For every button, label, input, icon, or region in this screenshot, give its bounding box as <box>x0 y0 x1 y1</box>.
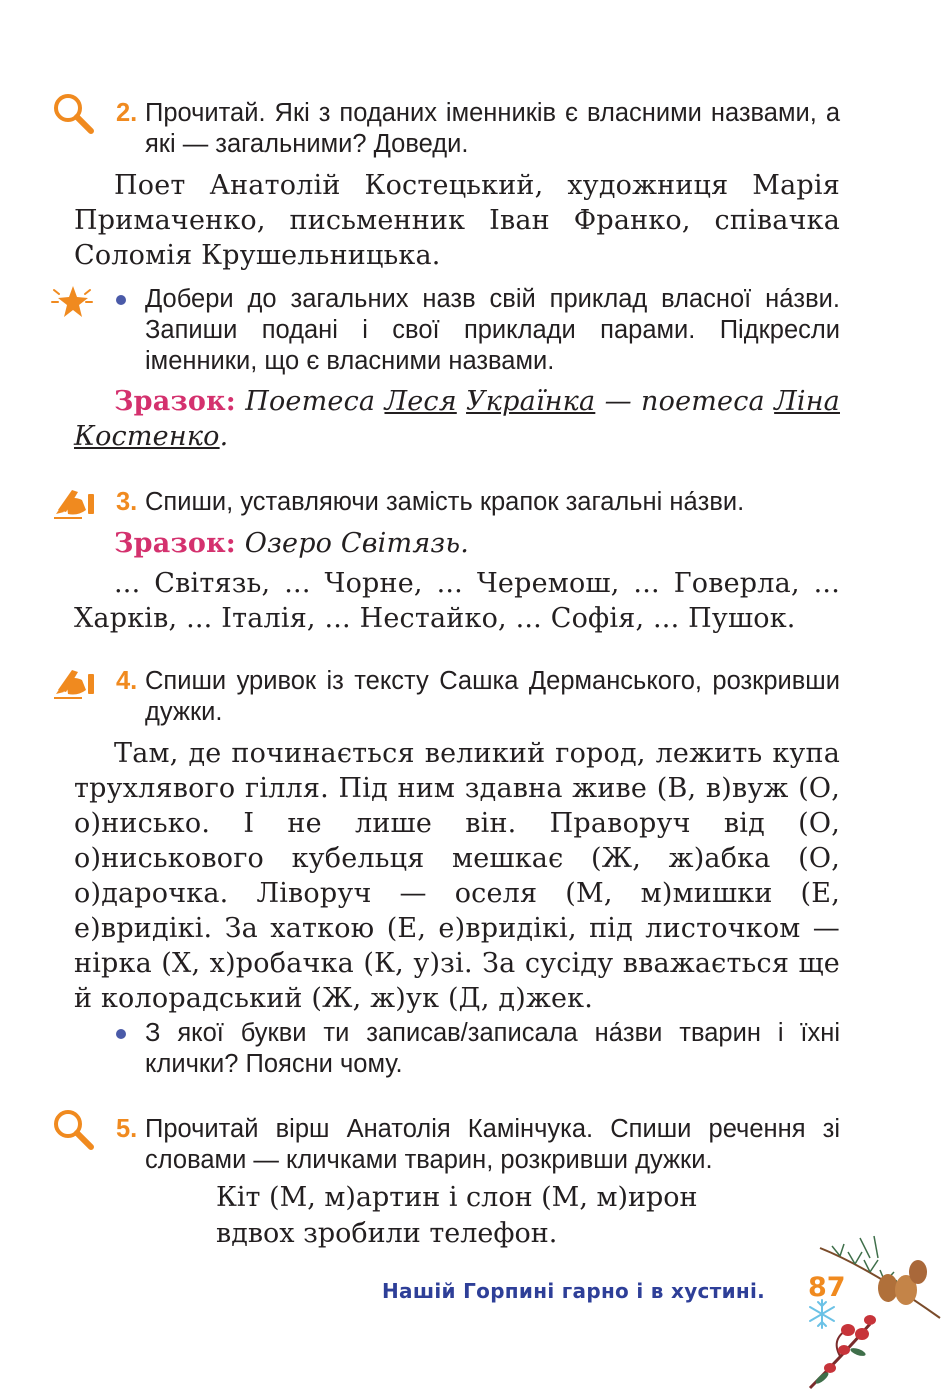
star-icon <box>50 282 96 322</box>
bullet-dot <box>116 295 126 305</box>
bullet-text: З якої букви ти записав/записала на́зви тварин і їхні клички? Поясни чому. <box>145 1019 840 1078</box>
page-number: 87 <box>808 1272 846 1303</box>
bullet-dot <box>116 1029 126 1039</box>
magnifier-icon <box>52 1108 96 1152</box>
writing-hand-icon <box>52 660 98 700</box>
body-text: Там, де починається великий город, лежить купа трухлявого гілля. Під ним здавна живе (В, в)вуж (О, о)нисько. І не лише він. Праворуч від (О, о)ниськового кубельця мешкає (Ж, ж)абка (О, о)дарочка. Ліворуч — оселя (М, м)мишки (Е, е)вридікі. За хаткою (Е, е)вридікі, під листочком — нірка (Х, х)робачка (К, у)зі. За сусіду вважається ще й колорадський (Ж, ж)ук (Д, д)жек. <box>74 738 840 1014</box>
winter-branch-decoration <box>800 1228 950 1394</box>
magnifier-icon <box>52 92 96 136</box>
sample-line <box>74 526 840 561</box>
sample-text: Озеро Світязь. <box>244 528 470 559</box>
bullet-text: Добери до загальних назв свій приклад власної на́зви. Запиши подані і свої приклади парами. Підкресли іменники, що є власними назвами. <box>145 285 840 375</box>
body-text: Поет Анатолій Костецький, художниця Марія Примаченко, письменник Іван Франко, співачка Соломія Крушельницька. <box>74 170 840 271</box>
sample-text: Поетеса Леся Українка — поетеса Ліна Костенко. <box>74 386 840 452</box>
sample-line <box>74 384 840 454</box>
task-number: 4. <box>116 667 138 695</box>
task-2-instruction <box>116 98 840 160</box>
body-text: ... Світязь, ... Чорне, ... Черемош, ... Говерла, ... Харків, ... Італія, ... Нестайко, ... Софія, ... Пушок. <box>74 568 840 634</box>
footer-proverb: Нашій Горпині гарно і в хустині. <box>382 1279 766 1303</box>
task-2-bullet <box>116 284 840 377</box>
sample-label: Зразок: <box>114 386 236 417</box>
poem-line: Кіт (М, м)артин і слон (М, м)ирон <box>216 1182 698 1213</box>
sample-label: Зразок: <box>114 528 236 559</box>
task-3-body <box>74 566 840 636</box>
task-number: 5. <box>116 1115 138 1143</box>
task-text: Спиши уривок із тексту Сашка Дерманського, розкривши дужки. <box>145 667 840 726</box>
task-2-sample <box>74 384 840 454</box>
task-number: 3. <box>116 488 138 516</box>
task-number: 2. <box>116 99 138 127</box>
task-5-instruction <box>116 1114 840 1176</box>
task-text: Спиши, уставляючи замість крапок загальні на́зви. <box>145 488 745 516</box>
poem <box>216 1180 816 1252</box>
task-2-body <box>74 168 840 273</box>
task-text: Прочитай. Які з поданих іменників є власними назвами, а які — загальними? Доведи. <box>145 99 840 158</box>
poem-line: вдвох зробили телефон. <box>216 1218 558 1249</box>
task-3-instruction <box>116 487 840 518</box>
writing-hand-icon <box>52 480 98 520</box>
task-4-instruction <box>116 666 840 728</box>
task-4-body <box>74 736 840 1016</box>
task-4-bullet <box>116 1018 840 1080</box>
task-3-sample <box>74 526 840 561</box>
snowflake-icon <box>810 1300 834 1328</box>
task-text: Прочитай вірш Анатолія Камінчука. Спиши речення зі словами — кличками тварин, розкривши дужки. <box>145 1115 840 1174</box>
